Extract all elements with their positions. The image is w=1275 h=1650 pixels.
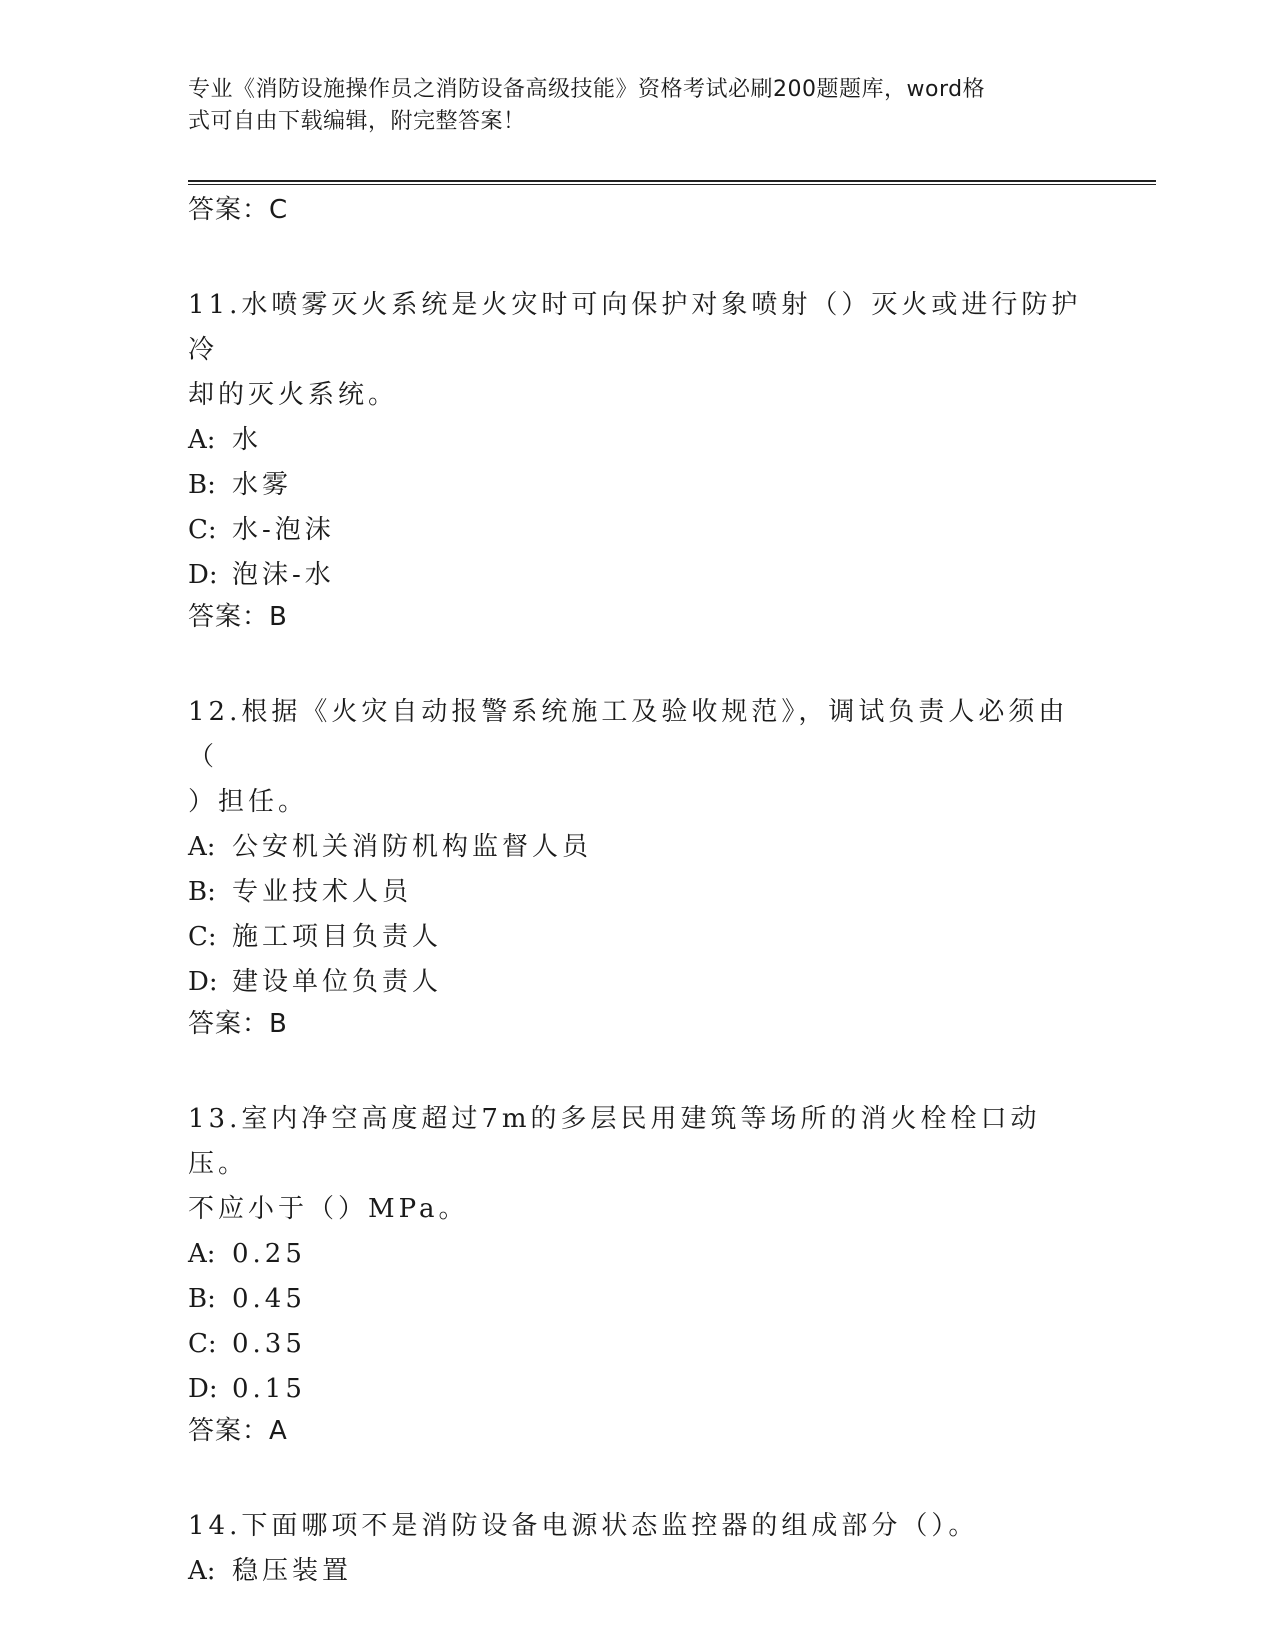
question-12 — [188, 690, 1088, 1039]
document-header — [188, 74, 1078, 138]
question-answer: 答案：A — [188, 1416, 288, 1446]
option-label: B: — [188, 470, 216, 500]
question-answer: 答案：B — [188, 602, 288, 632]
option-label: D: — [188, 967, 218, 997]
question-text-line: 不应小于（）MPa。 — [188, 1194, 469, 1224]
option-text: 建设单位负责人 — [232, 967, 443, 997]
option-label: B: — [188, 877, 216, 907]
question-text-line: 11.水喷雾灭火系统是火灾时可向保护对象喷射（）灭火或进行防护冷 — [188, 290, 1082, 365]
header-divider-thin — [188, 184, 1156, 185]
option-label: B: — [188, 1284, 216, 1314]
option-label: D: — [188, 1374, 218, 1404]
option-text: 专业技术人员 — [232, 877, 413, 907]
option-text: 0.35 — [232, 1329, 306, 1359]
option-label: C: — [188, 515, 217, 545]
question-text-line: 14.下面哪项不是消防设备电源状态监控器的组成部分（）。 — [188, 1511, 979, 1541]
question-answer: 答案：B — [188, 1009, 288, 1039]
option-text: 0.25 — [232, 1239, 306, 1269]
option-text: 水 — [232, 425, 263, 455]
option-c — [188, 915, 1088, 960]
question-14 — [188, 1504, 1088, 1594]
header-line-1: 专业《消防设施操作员之消防设备高级技能》资格考试必刷200题题库，word格 — [188, 77, 986, 102]
option-label: C: — [188, 922, 217, 952]
option-a — [188, 825, 1088, 870]
previous-question-answer: 答案：C — [188, 195, 289, 225]
option-a — [188, 1232, 1088, 1277]
option-text: 水-泡沫 — [232, 515, 335, 545]
option-label: D: — [188, 560, 218, 590]
option-a — [188, 418, 1088, 463]
option-label: C: — [188, 1329, 217, 1359]
option-label: A: — [188, 425, 216, 455]
option-text: 公安机关消防机构监督人员 — [232, 832, 593, 862]
option-text: 稳压装置 — [232, 1556, 353, 1586]
question-13 — [188, 1097, 1088, 1446]
option-b — [188, 1277, 1088, 1322]
document-body — [188, 195, 1088, 1594]
option-c — [188, 1322, 1088, 1367]
option-d — [188, 1367, 1088, 1412]
question-text-line: 12.根据《火灾自动报警系统施工及验收规范》，调试负责人必须由（ — [188, 697, 1069, 772]
option-text: 0.15 — [232, 1374, 306, 1404]
option-label: A: — [188, 832, 216, 862]
option-d — [188, 553, 1088, 598]
option-a — [188, 1549, 1088, 1594]
option-c — [188, 508, 1088, 553]
option-text: 水雾 — [232, 470, 293, 500]
option-label: A: — [188, 1556, 216, 1586]
question-11 — [188, 283, 1088, 632]
option-text: 施工项目负责人 — [232, 922, 443, 952]
option-d — [188, 960, 1088, 1005]
option-b — [188, 870, 1088, 915]
option-text: 0.45 — [232, 1284, 306, 1314]
question-text-line: 13.室内净空高度超过7m的多层民用建筑等场所的消火栓栓口动压。 — [188, 1104, 1041, 1179]
option-b — [188, 463, 1088, 508]
question-text-line: 却的灭火系统。 — [188, 380, 399, 410]
option-text: 泡沫-水 — [232, 560, 335, 590]
header-divider — [188, 180, 1156, 182]
question-text-line: ）担任。 — [188, 787, 309, 817]
header-line-2: 式可自由下载编辑，附完整答案！ — [188, 109, 526, 134]
option-label: A: — [188, 1239, 216, 1269]
